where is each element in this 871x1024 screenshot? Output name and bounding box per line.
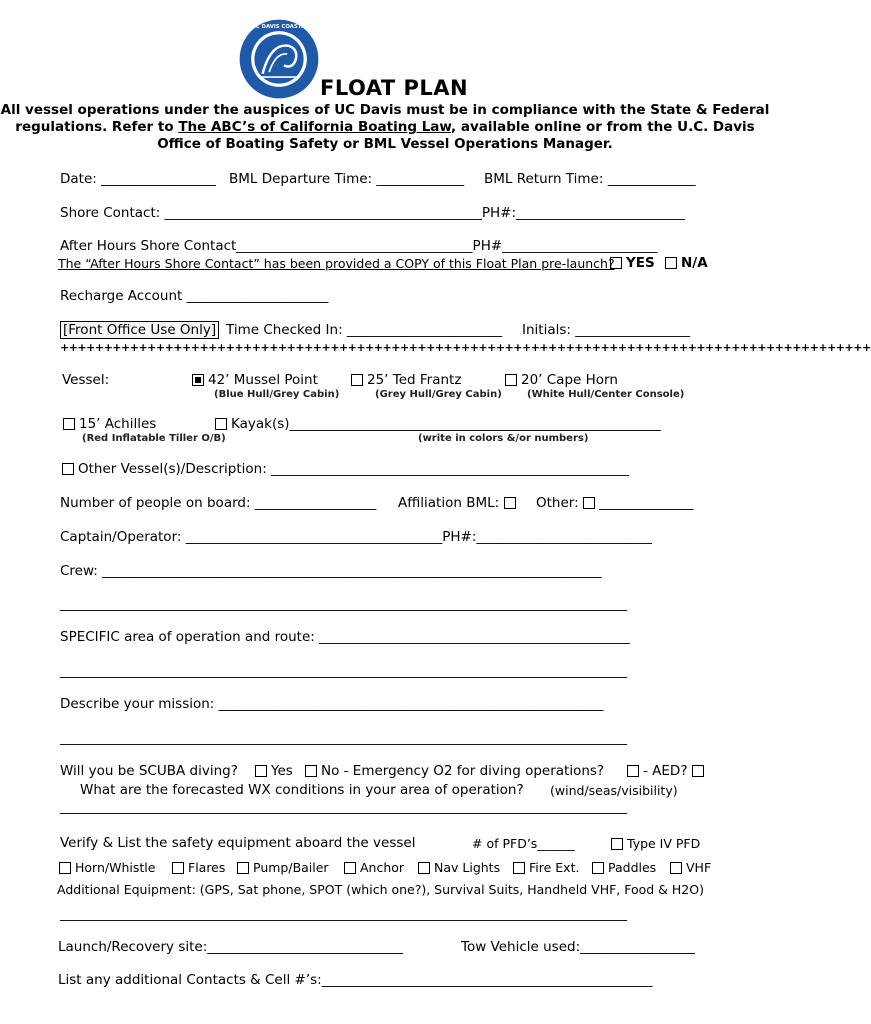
ted-sub: (Grey Hull/Grey Cabin) xyxy=(375,389,502,400)
affiliation-other[interactable]: Other: ______________ xyxy=(536,495,694,511)
mussel-sub: (Blue Hull/Grey Cabin) xyxy=(214,389,340,400)
cape-checkbox[interactable] xyxy=(505,374,517,386)
fire-ext-checkbox[interactable] xyxy=(513,862,525,874)
mission-field[interactable]: Describe your mission: _________________________________________________________ xyxy=(60,696,604,712)
pfd-count-field[interactable]: # of PFD’s______ xyxy=(472,836,575,851)
mussel-checkbox[interactable] xyxy=(192,374,204,386)
separator-plus-line: +++++++++++++++++++++++++++++++++++++++++++++++++++++++++++++++++++++++++++++++++++++++++++++ xyxy=(60,341,871,354)
kayak-sub: (write in colors &/or numbers) xyxy=(418,433,589,444)
type-iv-pfd[interactable]: Type IV PFD xyxy=(611,836,700,851)
vessel-achilles[interactable]: 15’ Achilles xyxy=(63,416,156,432)
aed[interactable]: - AED? xyxy=(627,763,708,779)
intro-line-1: All vessel operations under the auspices of UC Davis must be in compliance with the State & Federal xyxy=(0,102,770,118)
bml-checkbox[interactable] xyxy=(504,497,516,509)
vhf-checkbox[interactable] xyxy=(670,862,682,874)
departure-time-field[interactable]: BML Departure Time: _____________ xyxy=(229,171,465,187)
item-anchor[interactable]: Anchor xyxy=(344,860,404,875)
cape-sub: (White Hull/Center Console) xyxy=(527,389,685,400)
intro-line-3: Office of Boating Safety or BML Vessel Operations Manager. xyxy=(157,136,613,152)
horn-checkbox[interactable] xyxy=(59,862,71,874)
other-affiliation-checkbox[interactable] xyxy=(583,497,595,509)
item-vhf[interactable]: VHF xyxy=(670,860,711,875)
mission-line-2[interactable]: ____________________________________________________________________________________ xyxy=(60,730,627,746)
crew-line-2[interactable]: ____________________________________________________________________________________ xyxy=(60,596,627,612)
scuba-yes[interactable]: Yes xyxy=(255,763,293,779)
type-iv-checkbox[interactable] xyxy=(611,838,623,850)
nav-lights-checkbox[interactable] xyxy=(418,862,430,874)
yes-checkbox[interactable] xyxy=(610,257,622,269)
copy-na[interactable]: N/A xyxy=(665,255,708,271)
copy-note: The “After Hours Shore Contact” has been provided a COPY of this Float Plan pre-launch? xyxy=(58,256,615,271)
vessel-other[interactable]: Other Vessel(s)/Description: _____________________________________________________ xyxy=(62,461,712,477)
intro-line-2: regulations. Refer to The ABC’s of California Boating Law, available online or from the U.C. Davis xyxy=(15,119,755,135)
paddles-checkbox[interactable] xyxy=(592,862,604,874)
logo-text: BODEGA MARINE LABORATORY · UC DAVIS COASTAL & MARINE SCIENCES INSTITUTE xyxy=(153,23,405,30)
people-count-field[interactable]: Number of people on board: __________________ xyxy=(60,495,377,511)
vessel-label: Vessel: xyxy=(62,372,110,388)
item-pump[interactable]: Pump/Bailer xyxy=(237,860,329,875)
item-flares[interactable]: Flares xyxy=(172,860,225,875)
contacts-field[interactable]: List any additional Contacts & Cell #’s:_________________________________________________ xyxy=(58,972,653,988)
scuba-question: Will you be SCUBA diving? xyxy=(60,763,238,779)
area-line-2[interactable]: ____________________________________________________________________________________ xyxy=(60,663,627,679)
launch-site-field[interactable]: Launch/Recovery site:_____________________________ xyxy=(58,939,404,955)
additional-line[interactable]: ____________________________________________________________________________________ xyxy=(60,906,627,922)
aed-checkbox[interactable] xyxy=(692,765,704,777)
front-office-label: [Front Office Use Only] xyxy=(60,322,219,338)
wx-question: What are the forecasted WX conditions in your area of operation? xyxy=(80,782,524,798)
item-nav-lights[interactable]: Nav Lights xyxy=(418,860,500,875)
item-fire-ext[interactable]: Fire Ext. xyxy=(513,860,579,875)
shore-contact-field[interactable]: Shore Contact: _______________________________________________PH#:_________________________ xyxy=(60,205,685,221)
wx-line[interactable]: ____________________________________________________________________________________ xyxy=(60,799,627,815)
date-field[interactable]: Date: _________________ xyxy=(60,171,216,187)
o2-checkbox[interactable] xyxy=(627,765,639,777)
vessel-mussel[interactable]: 42’ Mussel Point xyxy=(192,372,318,388)
verify-safety-label: Verify & List the safety equipment aboard the vessel xyxy=(60,835,416,851)
crew-field[interactable]: Crew: __________________________________________________________________________ xyxy=(60,563,602,579)
additional-equipment-label: Additional Equipment: (GPS, Sat phone, SPOT (which one?), Survival Suits, Handheld VHF, Food & H2O) xyxy=(57,882,704,897)
intro-paragraph xyxy=(0,102,770,153)
scuba-no-checkbox[interactable] xyxy=(305,765,317,777)
item-paddles[interactable]: Paddles xyxy=(592,860,656,875)
kayak-checkbox[interactable] xyxy=(215,418,227,430)
vessel-kayak[interactable]: Kayak(s)_______________________________________________________ xyxy=(215,416,712,432)
item-horn[interactable]: Horn/Whistle xyxy=(59,860,155,875)
achilles-checkbox[interactable] xyxy=(63,418,75,430)
wx-sub: (wind/seas/visibility) xyxy=(550,783,678,798)
other-vessel-checkbox[interactable] xyxy=(62,463,74,475)
page-title: FLOAT PLAN xyxy=(320,76,469,100)
vessel-cape[interactable]: 20’ Cape Horn xyxy=(505,372,618,388)
scuba-no[interactable]: No - Emergency O2 for diving operations? xyxy=(305,763,604,779)
after-hours-field[interactable]: After Hours Shore Contact___________________________________PH#_______________________ xyxy=(60,238,658,254)
affiliation-bml[interactable]: Affiliation BML: xyxy=(398,495,520,511)
na-checkbox[interactable] xyxy=(665,257,677,269)
initials-field[interactable]: Initials: _________________ xyxy=(522,322,690,338)
anchor-checkbox[interactable] xyxy=(344,862,356,874)
flares-checkbox[interactable] xyxy=(172,862,184,874)
tow-vehicle-field[interactable]: Tow Vehicle used:_________________ xyxy=(461,939,695,955)
copy-yes[interactable]: YES xyxy=(610,255,655,271)
achilles-sub: (Red Inflatable Tiller O/B) xyxy=(82,433,226,444)
area-field[interactable]: SPECIFIC area of operation and route: ______________________________________________ xyxy=(60,629,630,645)
vessel-ted[interactable]: 25’ Ted Frantz xyxy=(351,372,461,388)
captain-field[interactable]: Captain/Operator: ______________________________________PH#:__________________________ xyxy=(60,529,652,545)
recharge-account-field[interactable]: Recharge Account _____________________ xyxy=(60,288,329,304)
abc-link[interactable]: The ABC’s of California Boating Law xyxy=(178,119,452,135)
return-time-field[interactable]: BML Return Time: _____________ xyxy=(484,171,696,187)
ted-checkbox[interactable] xyxy=(351,374,363,386)
time-checked-field[interactable]: Time Checked In: _______________________ xyxy=(226,322,503,338)
scuba-yes-checkbox[interactable] xyxy=(255,765,267,777)
pump-checkbox[interactable] xyxy=(237,862,249,874)
